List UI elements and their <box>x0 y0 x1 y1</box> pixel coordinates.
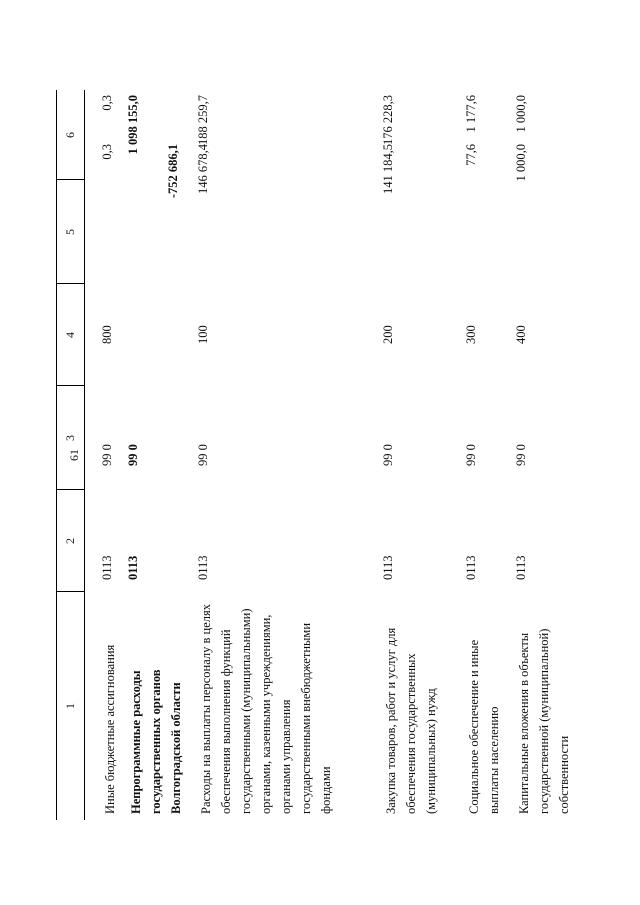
header-col-4: 4 <box>63 332 77 338</box>
row-name: Расходы на выплаты персоналу в целях обеспечения выполнения функций государственными (муниципальными) органами, казенными учреждениями, органами управления государственными внебюджетными фондами <box>199 604 333 814</box>
row-section: 0113 <box>464 555 478 580</box>
row-col6: 176 228,3 <box>381 95 395 145</box>
row-name: Социальное обеспечение и иные выплаты населению <box>467 639 501 814</box>
row-target: 99 0 <box>196 444 210 466</box>
row-name: Иные бюджетные ассигнования <box>103 644 117 814</box>
row-col5: 141 184,5 <box>381 144 395 194</box>
row-type: 300 <box>464 325 478 344</box>
row-col6: 0,3 <box>100 95 114 111</box>
header-col-1: 1 <box>63 703 77 709</box>
row-col5: 77,6 <box>464 144 478 166</box>
row-type: 200 <box>381 325 395 344</box>
row-type: 800 <box>100 325 114 344</box>
row-name: Капитальные вложения в объекты государственной (муниципальной) собственности <box>517 628 571 814</box>
row-type: 400 <box>514 325 528 344</box>
budget-table <box>56 90 611 820</box>
row-target: 99 0 <box>514 444 528 466</box>
row-type: 100 <box>196 325 210 344</box>
row-col6: 188 259,7 <box>196 95 210 145</box>
row-col5: 1 000,0 <box>514 144 528 182</box>
row-col6: 1 000,0 <box>514 95 528 133</box>
header-col-6: 6 <box>63 132 77 138</box>
header-col-2: 2 <box>63 538 77 544</box>
row-target: 99 0 <box>100 444 114 466</box>
budget-table-landscape <box>56 90 611 820</box>
header-col-3: 3 <box>63 435 77 441</box>
header-col-5: 5 <box>63 229 77 235</box>
row-section: 0113 <box>196 555 210 580</box>
page-number: 61 <box>67 449 81 461</box>
row-col5: 146 678,4 <box>196 144 210 194</box>
row-col5: -752 686,1 <box>166 144 180 199</box>
row-name: Закупка товаров, работ и услуг для обеспечения государственных (муниципальных) нужд <box>384 627 438 814</box>
row-target: 99 0 <box>464 444 478 466</box>
row-col6: 1 098 155,0 <box>126 95 140 155</box>
row-target: 99 0 <box>126 444 140 466</box>
row-section: 0113 <box>100 555 114 580</box>
row-name: Непрограммные расходы государственных органов Волгоградской области <box>129 669 183 814</box>
row-section: 0113 <box>381 555 395 580</box>
row-target: 99 0 <box>381 444 395 466</box>
row-section: 0113 <box>514 555 528 580</box>
header-bottom-rule <box>84 90 85 820</box>
row-section: 0113 <box>126 555 140 580</box>
row-col6: 1 177,6 <box>464 95 478 133</box>
row-col5: 0,3 <box>100 144 114 160</box>
